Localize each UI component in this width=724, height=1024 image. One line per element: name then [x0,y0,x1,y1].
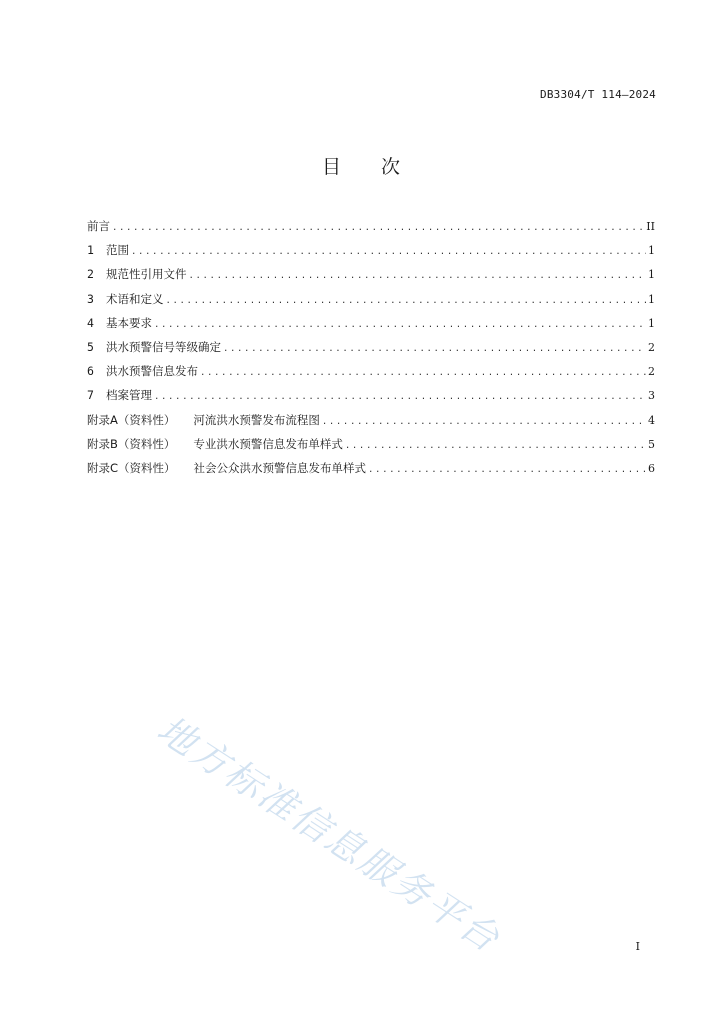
toc-entry-number: 5 [87,339,94,354]
watermark: 地方标准信息服务平台 [149,707,509,962]
dot-leader [189,271,647,281]
toc-entry-scope[interactable] [87,242,655,266]
document-code: DB3304/T 114—2024 [540,88,656,101]
dot-leader [131,247,646,257]
toc-entry-archive-management[interactable] [87,387,655,411]
dot-leader [166,296,647,306]
dot-leader [223,344,646,354]
toc-annex-prefix: 附录B（资料性） [87,436,176,451]
toc-entry-label: 专业洪水预警信息发布单样式 [193,436,343,451]
toc-entry-page: 6 [648,461,655,475]
toc-entry-page: II [646,220,655,233]
dot-leader [154,320,646,330]
toc-entry-label: 范围 [106,243,129,258]
toc-entry-number: 6 [87,364,94,379]
toc-entry-annex-c[interactable] [87,460,655,484]
dot-leader [200,368,646,378]
toc-entry-warning-release[interactable] [87,363,655,387]
table-of-contents [87,218,655,484]
toc-annex-prefix: 附录C（资料性） [87,460,176,475]
toc-entry-page: 3 [648,389,655,403]
toc-entry-label: 社会公众洪水预警信息发布单样式 [193,460,367,475]
toc-entry-label: 洪水预警信息发布 [106,364,198,379]
title-char-left: 目 [321,156,343,178]
toc-entry-label: 规范性引用文件 [106,267,187,282]
toc-entry-label: 基本要求 [106,315,152,330]
toc-entry-number: 1 [87,243,94,258]
toc-entry-annex-a[interactable] [87,412,655,436]
toc-entry-page: 5 [648,437,655,451]
toc-annex-prefix: 附录A（资料性） [87,412,176,427]
toc-entry-basic-requirements[interactable] [87,315,655,339]
toc-entry-label: 河流洪水预警发布流程图 [193,412,320,427]
toc-entry-page: 1 [648,268,655,282]
toc-entry-page: 4 [648,413,655,427]
toc-entry-page: 1 [648,292,655,306]
toc-entry-number: 7 [87,388,94,403]
toc-entry-number: 3 [87,291,94,306]
dot-leader [345,441,646,451]
toc-entry-annex-b[interactable] [87,436,655,460]
toc-entry-normative-references[interactable] [87,266,655,290]
dot-leader [322,417,646,427]
toc-entry-foreword[interactable] [87,218,655,242]
toc-entry-label: 前言 [87,219,110,233]
page-title [0,152,724,179]
toc-entry-page: 2 [648,340,655,354]
toc-entry-terms-definitions[interactable] [87,291,655,315]
toc-entry-number: 2 [87,267,94,282]
toc-entry-signal-levels[interactable] [87,339,655,363]
toc-entry-number: 4 [87,315,94,330]
title-char-right: 次 [381,156,403,178]
toc-entry-label: 档案管理 [106,388,152,403]
dot-leader [112,223,644,233]
dot-leader [368,465,646,475]
toc-entry-label: 洪水预警信号等级确定 [106,339,221,354]
toc-entry-label: 术语和定义 [106,291,164,306]
footer-page-number: I [635,940,640,953]
dot-leader [154,392,646,402]
toc-entry-page: 1 [648,316,655,330]
toc-entry-page: 1 [648,244,655,258]
toc-entry-page: 2 [648,365,655,379]
